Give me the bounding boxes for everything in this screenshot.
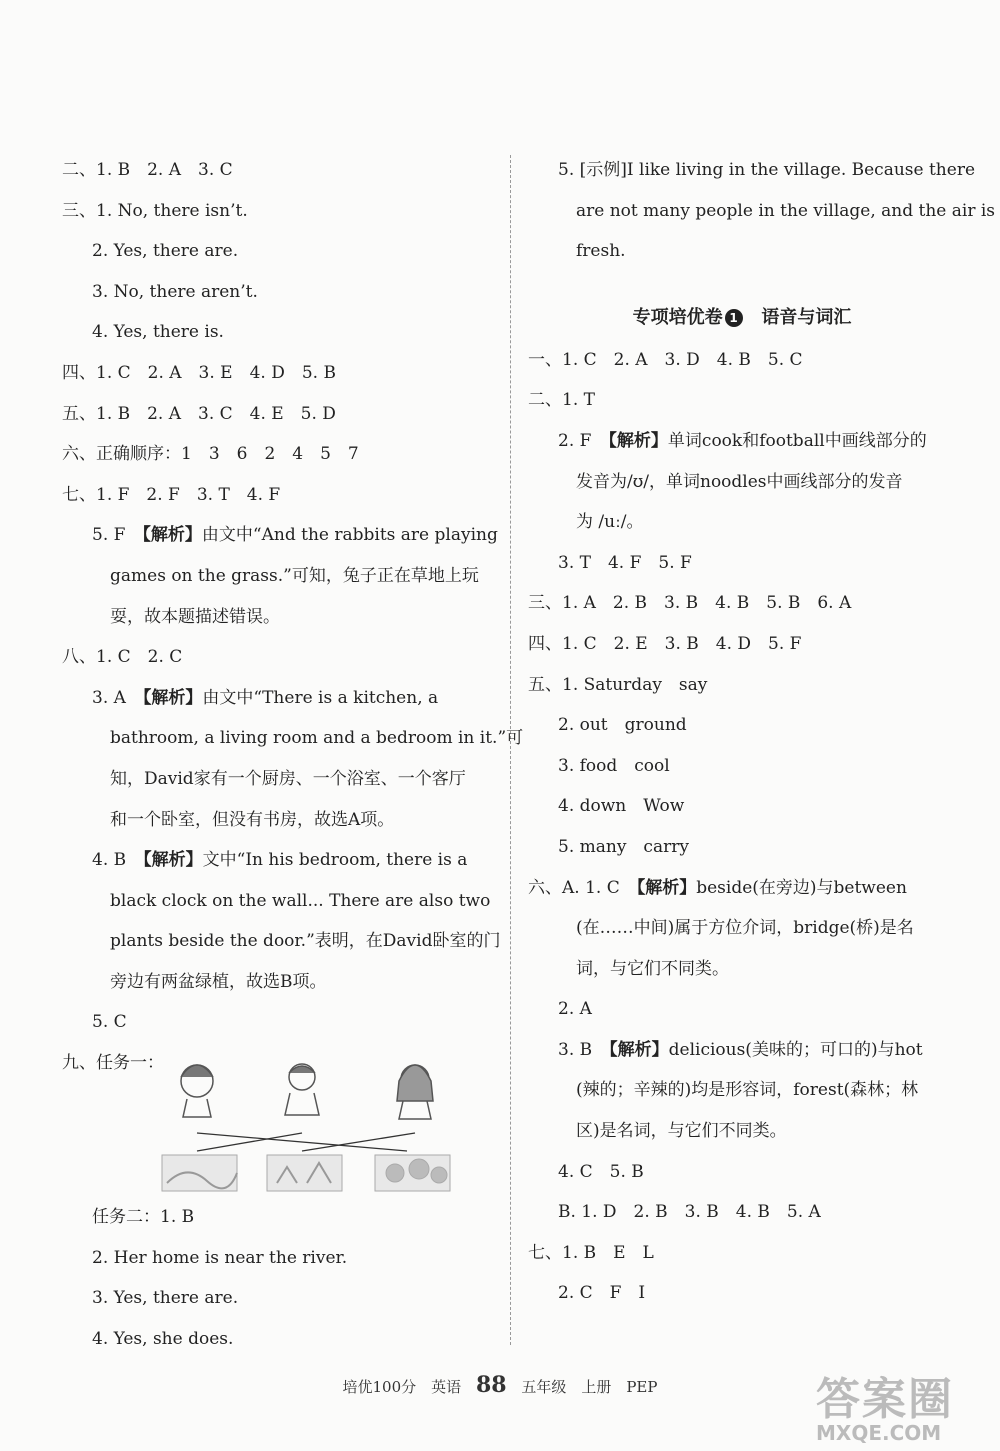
watermark-url: MXQE.COM [816,1421,942,1445]
answer-key: 2. F [558,430,609,451]
task-one-block [62,1043,492,1203]
answer-line: 词，与它们不同类。 [576,958,729,979]
answer-line: 二、1. T [528,390,595,411]
site-watermark [816,1374,986,1445]
answer-line: 为 /uː/。 [576,512,644,533]
answer-line [528,421,956,462]
analysis-text: delicious(美味的；可口的)与hot [668,1039,923,1060]
analysis-tag: 【解析】 [142,525,202,546]
answer-line: 三、1. No, there isn’t. [62,200,248,221]
answer-line: 3. food cool [558,755,670,776]
answer-line: 2. C F I [558,1283,646,1304]
analysis-tag: 【解析】 [636,877,697,898]
answer-line: 4. C 5. B [558,1161,644,1182]
answer-line [62,840,492,881]
page-number: 88 [475,1372,507,1398]
analysis-text: 文中“In his bedroom, there is a [202,850,468,871]
answer-line: 四、1. C 2. A 3. E 4. D 5. B [62,362,336,383]
answer-key: 3. A [92,687,143,708]
analysis-tag: 【解析】 [609,1039,669,1060]
answer-line: fresh. [576,241,626,262]
village-scene-icon [267,1155,342,1191]
answer-line [528,1030,956,1071]
answer-line [528,868,956,909]
answer-key: 4. B [92,850,144,871]
forest-scene-icon [375,1155,450,1191]
analysis-text: 由文中“And the rabbits are playing [201,525,498,546]
answer-line: 三、1. A 2. B 3. B 4. B 5. B 6. A [528,593,852,614]
analysis-tag: 【解析】 [608,430,668,451]
answer-line: B. 1. D 2. B 3. B 4. B 5. A [558,1202,821,1223]
answer-line [62,515,498,556]
analysis-tag: 【解析】 [142,687,203,708]
answer-line: 四、1. C 2. E 3. B 4. D 5. F [528,633,802,654]
answer-line: 2. Yes, there are. [92,241,239,262]
answer-line: 3. T 4. F 5. F [558,552,692,573]
grade-label: 五年级 上册 PEP [521,1378,658,1396]
answer-line: games on the grass.”可知，兔子正在草地上玩 [110,565,479,586]
answer-key: 5. F [92,525,143,546]
answer-line: 任务二：1. B [92,1207,195,1228]
matching-illustration [157,1043,457,1193]
answer-line: 5. many carry [558,836,689,857]
answer-line: 六、正确顺序：1 3 6 2 4 5 7 [62,444,359,465]
answer-line: (辣的；辛辣的)均是形容词，forest(森林；林 [576,1080,919,1101]
girl-face-icon [181,1065,213,1117]
answer-line [62,678,492,719]
watermark-text: 答案圈 [816,1374,954,1425]
answer-line: are not many people in the village, and the air is [576,200,996,221]
answer-line: 5. C [92,1012,127,1033]
left-column [62,150,524,1359]
answer-key: 3. B [558,1039,610,1060]
analysis-tag: 【解析】 [143,850,203,871]
book-title: 培优100分 英语 [342,1378,462,1396]
boy-face-icon [285,1064,319,1115]
answer-line: bathroom, a living room and a bedroom in it.”可 [110,728,524,749]
answer-line: 耍，故本题描述错误。 [110,606,280,627]
answer-line: 3. No, there aren’t. [92,281,258,302]
answer-line: 区)是名词，与它们不同类。 [576,1121,787,1142]
answer-line: (在……中间)属于方位介词，bridge(桥)是名 [576,918,914,939]
answer-line: 七、1. F 2. F 3. T 4. F [62,484,281,505]
answer-line: 八、1. C 2. C [62,647,183,668]
answer-line: 5. [示例]I like living in the village. Because there [558,160,976,180]
right-column [528,150,996,1314]
answer-line: 一、1. C 2. A 3. D 4. B 5. C [528,349,803,370]
answer-line: 和一个卧室，但没有书房，故选A项。 [110,809,395,830]
analysis-text: 单词cook和football中画线部分的 [667,430,927,451]
answer-line: 2. A [558,999,592,1020]
answer-line: 2. Her home is near the river. [92,1247,348,1268]
answer-line: 五、1. B 2. A 3. C 4. E 5. D [62,403,336,424]
answer-line: 知，David家有一个厨房、一个浴室、一个客厅 [110,768,466,789]
section-title [528,296,956,340]
answer-line: 2. out ground [558,715,687,736]
answer-line: 4. Yes, she does. [92,1328,234,1349]
analysis-text: 由文中“There is a kitchen, a [202,687,439,708]
answer-line: 九、任务一： [62,1053,164,1074]
section-subtitle: 语音与词汇 [761,306,852,328]
analysis-text: beside(在旁边)与between [696,877,907,898]
section-title-text: 专项培优卷 [632,306,723,328]
river-scene-icon [162,1155,237,1191]
answer-line: 发音为/ʊ/，单词noodles中画线部分的发音 [576,471,903,492]
answer-line: 七、1. B E L [528,1242,654,1263]
answer-line: 五、1. Saturday say [528,674,708,695]
section-number-badge: 1 [725,309,743,327]
answer-line: 二、1. B 2. A 3. C [62,160,233,180]
answer-line: 旁边有两盆绿植，故选B项。 [110,971,327,992]
answer-line: 4. Yes, there is. [92,322,224,343]
answer-line: 3. Yes, there are. [92,1288,239,1309]
answer-line: plants beside the door.”表明，在David卧室的门 [110,931,501,952]
answer-key: 六、A. 1. C [528,877,637,898]
answer-line: 4. down Wow [558,796,685,817]
girl-two-face-icon [397,1065,433,1119]
answer-line: black clock on the wall... There are also two [110,890,491,911]
